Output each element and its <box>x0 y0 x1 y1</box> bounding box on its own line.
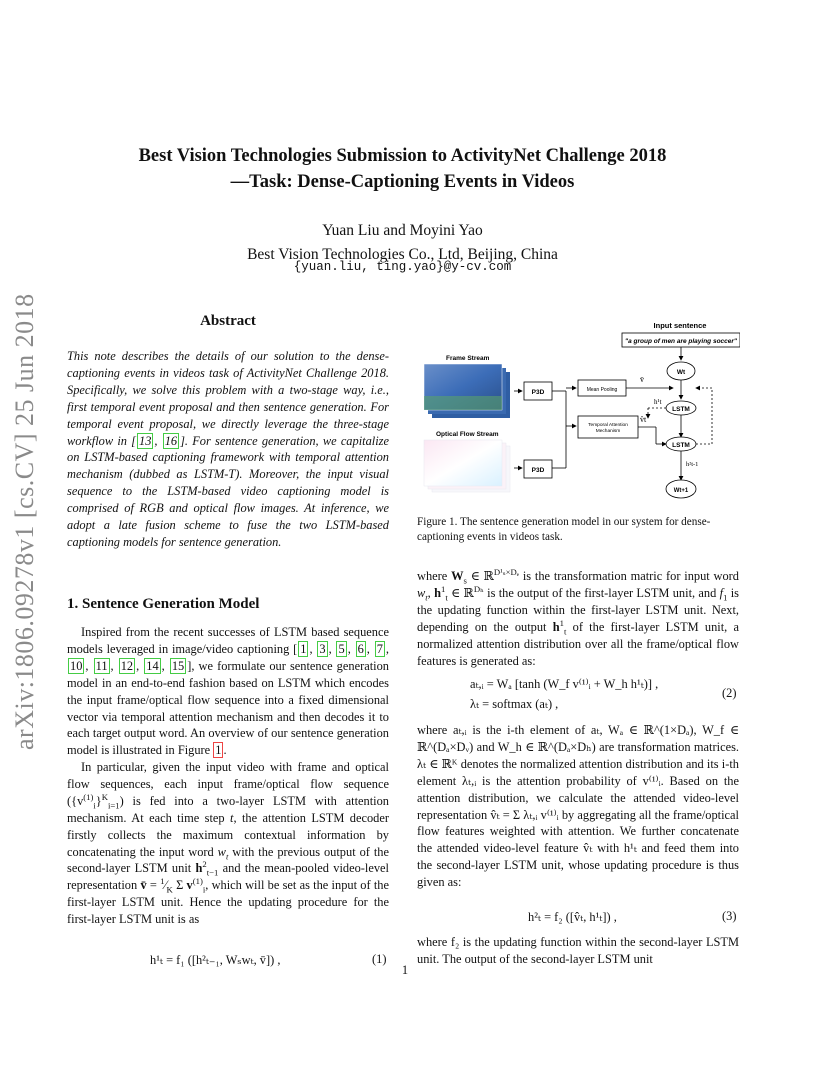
p3d-label: P3D <box>531 467 545 474</box>
citation-link[interactable]: 15 <box>171 658 185 673</box>
title-line-2: —Task: Dense-Captioning Events in Videos <box>230 172 575 192</box>
paragraph-text: Inspired from the recent successes of LSTM based sequence models leveraged in image/video captioning [ <box>67 625 389 656</box>
h1-label: h¹t <box>654 398 662 406</box>
page-number: 1 <box>401 963 409 977</box>
p3d-label: P3D <box>531 389 545 396</box>
citation-link[interactable]: 11 <box>95 658 108 673</box>
citation-link[interactable]: 10 <box>70 658 83 673</box>
paragraph-text: is the updating function within the first-layer LSTM unit. Next, depending on the output <box>417 585 739 634</box>
paper-title <box>90 143 715 195</box>
email: {yuan.liu, ting.yao}@y-cv.com <box>293 260 512 274</box>
paragraph-text: In particular, given the input video with frame and optical flow sequences, each input frame/optical flow sequence ({v <box>67 760 389 808</box>
lstm-label: LSTM <box>672 442 690 449</box>
section1-paragraph-1: Inspired from the recent successes of LSTM based sequence models leveraged in image/video captioning [ 1 , 3 , 5 , 6 , 7 , 10 , 11 , 12 , 14 , 15 ], we formulate our sentence generation model in an end-to-end fashion based on LSTM which encodes the input frame/optical flow sequence into a fixed dimensional vector via temporal attention mechanism and then decodes it to each target output word. An overview of our sentence generation model is illustrated in Figure 1 . <box>67 625 390 758</box>
section-heading: 1. Sentence Generation Model <box>67 596 260 612</box>
paragraph-text: with the previous output of the second-layer LSTM unit <box>67 844 389 876</box>
equation-2-line-1: aₜ,ᵢ = Wₐ [tanh (W_f v⁽¹⁾ᵢ + W_h h¹ₜ)] , <box>470 677 659 691</box>
right-paragraph-2: where aₜ,ᵢ is the i-th element of aₜ, Wₐ ∈ ℝ^(1×Dₐ), W_f ∈ ℝ^(Dₐ×Dᵥ) and W_h ∈ ℝ^(Dₐ×Dₕ) are transformation matrices. λₜ ∈ ℝᴷ denotes the normalized attention distribution and its i-th element λₜ,ᵢ is the attention probability of v⁽¹⁾ᵢ. Based on the attention distribution, we calculate the attended video-level representation v̂ₜ = Σ λₜ,ᵢ v⁽¹⁾ᵢ by aggregating all the frame/optical flow features weighted with attention. We further concatenate the attended video-level feature v̂ₜ with h¹ₜ and feed them into the second-layer LSTM unit, whose updating procedure is thus given as: <box>417 723 739 890</box>
citation-link[interactable]: 6 <box>357 641 364 656</box>
citation-link[interactable]: 3 <box>319 641 326 656</box>
temporal-attention-label: Temporal Attention Mechanism <box>588 423 628 434</box>
paragraph-text: ], we formulate our sentence generation model in an end-to-end fashion based on LSTM which encodes the input frame/optical flow sequence into a fixed dimensional vector via temporal attention mechanism and then decodes it to each target output word. An overview of our sentence generation model is illustrated in Figure <box>67 658 389 758</box>
vbar-label: v̄ <box>640 375 644 384</box>
wt1-label: Wt+1 <box>673 488 689 494</box>
citation-link[interactable]: 1 <box>300 641 307 656</box>
sentence-generation-diagram <box>418 316 740 508</box>
paragraph-text: ) is fed into a two-layer LSTM with attention mechanism. At each time step <box>67 793 389 825</box>
equation-2-line-2: λₜ = softmax (aₜ) , <box>470 697 559 711</box>
citation-link[interactable]: 5 <box>338 641 345 656</box>
paragraph-text: , the attention LSTM decoder firstly collects the maximum contextual information by concatenating the input word <box>67 810 389 859</box>
abstract-part2: ]. For sentence generation, we capitalize on LSTM-based captioning framework with temporal attention mechanism (dubbed as LSTM-T). Moreover, the input visual sequence to the LSTM-based video captioning model is comprised of RGB and optical flow images. At inference, we adopt a late fusion scheme to fuse the two LSTM-based captioning models for sentence generation. <box>67 433 389 549</box>
authors: Yuan Liu and Moyini Yao <box>322 222 483 239</box>
citation-link[interactable]: 13 <box>139 433 152 448</box>
arxiv-side-stamp <box>10 293 39 750</box>
equation-3-number: (3) <box>722 909 737 923</box>
paragraph-text: is the output of the first-layer LSTM unit, and <box>483 585 720 600</box>
citation-link[interactable]: 7 <box>376 641 383 656</box>
right-paragraph-1: where $W_s$ ∈ ℝ$^{D^1_s\times D_e}$ is the transformation matric for input word $w_t$, $h^1_t$ ∈ ℝ$^{D_h}$ is the output of the first-layer LSTM unit, and $f_1$ is the updating function within the first-layer LSTM unit. Next, depending on the output $h^1_t$ of the first-layer LSTM unit, a normalized attention distribution over all the frame/optical flow features is generated as: <box>417 566 740 668</box>
abstract-heading: Abstract <box>200 313 256 329</box>
paragraph-text: and the mean-pooled video-level representation <box>67 861 389 893</box>
citation-link[interactable]: 14 <box>146 658 159 673</box>
optical-flow-label: Optical Flow Stream <box>436 431 499 438</box>
equation-1: h¹ₜ = f₁ ([h²ₜ₋₁, Wₛwₜ, v̄]) , <box>150 953 281 967</box>
right-paragraph-3: where f₂ is the updating function within the second-layer LSTM unit. The output of the second-layer LSTM unit <box>417 935 739 966</box>
equation-3: h²ₜ = f₂ ([v̂ₜ, h¹ₜ]) , <box>528 910 617 924</box>
paragraph-text: where <box>417 569 452 583</box>
frame-stream-label: Frame Stream <box>446 355 490 362</box>
figure-link[interactable]: 1 <box>215 743 222 758</box>
citation-link[interactable]: 12 <box>120 658 134 673</box>
section1-paragraph-2: In particular, given the input video with frame and optical flow sequences, each input frame/optical flow sequence $(\{v^{(1)}_i\}^K_{i=1})$ is fed into a two-layer LSTM with attention mechanism. At each time step t, the attention LSTM decoder firstly collects the maximum contextual information by concatenating the input word $w_t$ with the previous output of the second-layer LSTM unit $h^2_{t-1}$ and the mean-pooled video-level representation v̄ = $^1⁄_K$ Σ $v^{(1)}_i$, which will be set as the input of the first-layer LSTM unit. Hence the updating procedure for the first-layer LSTM unit is as <box>67 760 389 927</box>
abstract-part1: This note describes the details of our solution to the dense-captioning events in videos task of ActivityNet Challenge 2018. Specifically, we solve this problem with a two-stage way, i.e., first temporal event proposal and then sentence generation. For temporal event proposal, we directly leverage the three-stage workflow in <box>67 349 389 448</box>
citation-link[interactable]: 16 <box>164 433 178 448</box>
paragraph-text: , which will be set as the input of the first-layer LSTM unit. Hence the updating procedure for the first-layer LSTM unit is as <box>67 878 389 927</box>
arxiv-stamp-text: arXiv:1806.09278v1 [cs.CV] 25 Jun 2018 <box>10 293 39 750</box>
mean-pooling-label: Mean Pooling <box>586 387 618 393</box>
affiliation: Best Vision Technologies Co., Ltd, Beijing, China <box>247 246 558 263</box>
paragraph-text: is the transformation matric for input word <box>519 569 739 583</box>
figure-1-diagram <box>418 316 740 508</box>
figure-1-caption: Figure 1. The sentence generation model in our system for dense-captioning events in videos task. <box>417 516 711 543</box>
h2-label: h²t-1 <box>686 461 699 468</box>
paragraph-text: } <box>95 793 102 808</box>
lstm-label: LSTM <box>672 406 690 413</box>
wt-label: Wt <box>676 369 686 376</box>
vhat-label: v̂t <box>640 415 647 424</box>
equation-2-number: (2) <box>722 686 737 700</box>
optical-flow-image <box>424 440 502 486</box>
equation-1-number: (1) <box>372 952 387 966</box>
abstract-body: This note describes the details of our solution to the dense-captioning events in videos task of ActivityNet Challenge 2018. Specifically, we solve this problem with a two-stage way, i.e., first temporal event proposal and then sentence generation. For temporal event proposal, we directly leverage the three-stage workflow in [ 13 , 16 ]. For sentence generation, we capitalize on LSTM-based captioning framework with temporal attention mechanism (dubbed as LSTM-T). Moreover, the input visual sequence to the LSTM-based video captioning model is comprised of RGB and optical flow images. At inference, we adopt a late fusion scheme to fuse the two LSTM-based captioning models for sentence generation. <box>67 349 389 549</box>
input-sentence-text: "a group of men are playing soccer" <box>625 338 737 345</box>
paragraph-text: of the first-layer LSTM unit, a normalized attention distribution over all the frame/optical flow features is generated as: <box>417 619 740 668</box>
title-line-1: Best Vision Technologies Submission to ActivityNet Challenge 2018 <box>138 146 667 166</box>
input-sentence-label: Input sentence <box>653 321 707 330</box>
